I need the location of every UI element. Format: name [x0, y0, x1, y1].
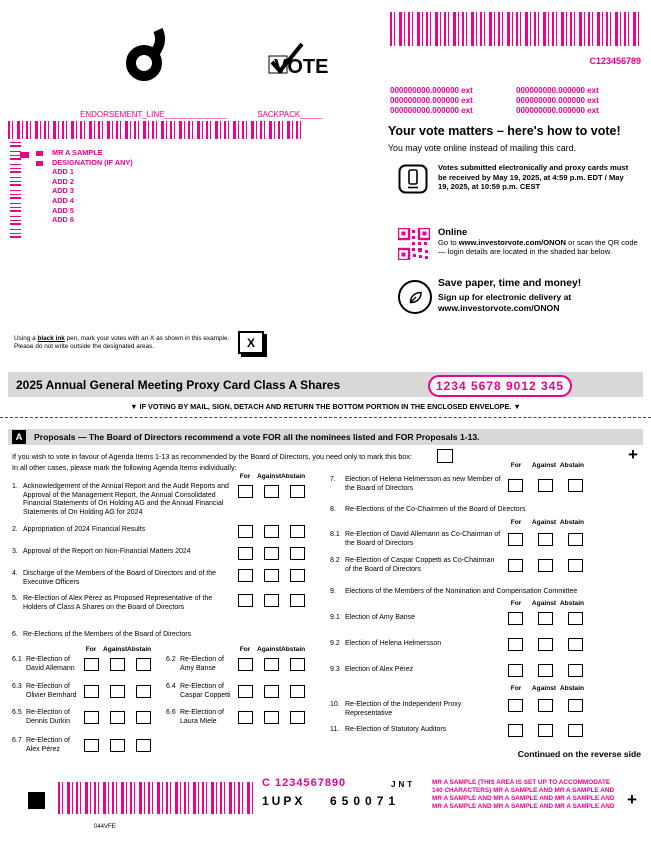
- address-marker: [36, 161, 43, 166]
- checkbox-against[interactable]: [538, 533, 553, 546]
- proposal-text: Re-Elections of the Co-Chairmen of the Board of Directors: [345, 506, 526, 513]
- checkbox-against[interactable]: [538, 724, 553, 737]
- checkbox-against[interactable]: [264, 525, 279, 538]
- proposal-number: 6.1: [12, 656, 22, 663]
- column-headers-sub-right: [233, 646, 305, 653]
- column-header-against: Against: [103, 646, 128, 653]
- column-header-for: For: [510, 519, 522, 526]
- checkbox-against[interactable]: [264, 485, 279, 498]
- proposal-text: Appropriation of 2024 Financial Results: [23, 526, 146, 533]
- vote-logo-text: VOTE: [274, 56, 329, 78]
- sample-name-block: [432, 779, 646, 811]
- vote-matters-subtitle: You may vote online instead of mailing this card.: [388, 143, 576, 153]
- checkbox-abstain[interactable]: [568, 559, 583, 572]
- proposal-text: Re-Election of Caspar Coppetti as Co-Chairman of the Board of Directors: [345, 557, 495, 573]
- address-line: ADD 4: [52, 195, 74, 205]
- save-line2: Sign up for electronic delivery at: [438, 292, 572, 302]
- address-line: ADD 6: [52, 215, 74, 225]
- example-x: X: [246, 335, 255, 350]
- ext-line: 000000000.000000 ext: [390, 86, 473, 95]
- proposal-number: 9.3: [330, 666, 340, 673]
- ext-line: 000000000.000000 ext: [390, 96, 473, 105]
- device-icon: [398, 164, 428, 199]
- column-header-abstain: Abstain: [127, 646, 152, 653]
- online-pre: Go to: [438, 238, 459, 247]
- checkbox-against[interactable]: [264, 685, 279, 698]
- proposal-6-5: [12, 709, 80, 726]
- checkbox-for[interactable]: [238, 711, 253, 724]
- checkbox-abstain[interactable]: [290, 525, 305, 538]
- proposal-number: 7.: [330, 476, 336, 483]
- vote-boxes-9-2: [508, 638, 583, 651]
- registration-plus-bottom: +: [627, 790, 637, 809]
- checkbox-for[interactable]: [238, 685, 253, 698]
- ext-line: 000000000.000000 ext: [516, 106, 599, 115]
- endorsement-line: [80, 110, 322, 119]
- proposal-text: Re-Election of Alex Pérez: [26, 737, 70, 753]
- proposal-number: 6.2: [166, 656, 176, 663]
- column-header-abstain: Abstain: [559, 685, 585, 692]
- on-logo: [124, 26, 172, 89]
- vote-boxes-6-7: [84, 739, 151, 752]
- proposal-text: Approval of the Report on Non-Financial Matters 2024: [23, 548, 191, 555]
- address-line: ADD 3: [52, 186, 74, 196]
- proposal-11: [330, 726, 502, 735]
- checkbox-for[interactable]: [508, 664, 523, 677]
- proposal-8-1: [330, 531, 502, 548]
- left-vertical-barcode: [10, 128, 21, 238]
- column-headers-right-2: [502, 519, 586, 526]
- checkbox-for[interactable]: [238, 594, 253, 607]
- top-right-barcode: [390, 12, 642, 46]
- address-line: ADD 5: [52, 205, 74, 215]
- vote-boxes-11: [508, 724, 583, 737]
- ext-column-2: [516, 86, 599, 116]
- proposal-text: Re-Election of Caspar Coppetti: [180, 683, 231, 699]
- proposal-text: Re-Election of Laura Miele: [180, 709, 224, 725]
- proposal-number: 6.7: [12, 737, 22, 744]
- intro-line-2: In all other cases, please mark the following Agenda Items individually:: [12, 463, 237, 472]
- checkbox-against[interactable]: [264, 658, 279, 671]
- checkbox-abstain[interactable]: [568, 724, 583, 737]
- vote-boxes-9-1: [508, 612, 583, 625]
- intro-line-1: If you wish to vote in favour of Agenda Items 1-13 as recommended by the Board of Directors, you need only to mark this box:: [12, 452, 412, 461]
- checkbox-for[interactable]: [84, 739, 99, 752]
- checkbox-abstain[interactable]: [136, 658, 151, 671]
- checkbox-against[interactable]: [538, 638, 553, 651]
- column-header-abstain: Abstain: [559, 519, 585, 526]
- proposal-text: Re-Election of David Allemann: [26, 656, 75, 672]
- checkbox-against[interactable]: [110, 739, 125, 752]
- vote-boxes-10: [508, 699, 583, 712]
- proposal-2: [12, 526, 230, 535]
- proposal-text: Election of Helena Helmersson: [345, 640, 442, 647]
- address-line: MR A SAMPLE: [52, 148, 103, 157]
- column-header-for: For: [85, 646, 97, 653]
- checkbox-against[interactable]: [110, 685, 125, 698]
- sackpack-label: SACKPACK_____: [257, 110, 323, 119]
- proposal-6-7: [12, 737, 80, 754]
- checkbox-abstain[interactable]: [290, 685, 305, 698]
- vote-boxes-3: [238, 547, 305, 560]
- section-a-bar: [8, 429, 643, 445]
- checkbox-for[interactable]: [508, 479, 523, 492]
- ink-line2: Please do not write outside the designated areas.: [14, 343, 154, 351]
- checkbox-against[interactable]: [110, 711, 125, 724]
- proposal-number: 5.: [12, 595, 18, 602]
- checkbox-abstain[interactable]: [136, 711, 151, 724]
- proposal-6-4: [166, 683, 234, 700]
- checkbox-abstain[interactable]: [290, 658, 305, 671]
- qr-code-icon: [398, 228, 430, 265]
- checkbox-against[interactable]: [110, 658, 125, 671]
- checkbox-against[interactable]: [264, 569, 279, 582]
- proposal-text: Re-Election of the Independent Proxy Representative: [345, 701, 462, 717]
- address-line: ADD 1: [52, 167, 74, 177]
- page-title: 2025 Annual General Meeting Proxy Card Class A Shares: [16, 377, 341, 392]
- proposal-number: 11.: [330, 726, 340, 733]
- vote-boxes-7: [508, 479, 583, 492]
- proposal-text: Re-Election of Dennis Durkin: [26, 709, 70, 725]
- checkbox-abstain[interactable]: [568, 699, 583, 712]
- proposal-6-1: [12, 656, 80, 673]
- title-bar: [8, 372, 643, 397]
- checkbox-abstain[interactable]: [290, 594, 305, 607]
- column-header-abstain: Abstain: [559, 462, 585, 469]
- proposal-number: 1.: [12, 483, 18, 490]
- online-title: Online: [438, 226, 468, 237]
- address-block: [52, 148, 133, 225]
- proposal-number: 6.5: [12, 709, 22, 716]
- sample-name-line: MR A SAMPLE AND MR A SAMPLE AND MR A SAMPLE AND: [432, 802, 615, 810]
- proposal-number: 10.: [330, 701, 340, 708]
- column-header-for: For: [510, 685, 522, 692]
- online-post: or scan the QR code — login details are located in the shaded bar below.: [438, 238, 638, 257]
- bottom-barcode: [58, 782, 256, 814]
- checkbox-against[interactable]: [538, 559, 553, 572]
- checkbox-abstain[interactable]: [290, 569, 305, 582]
- column-header-against: Against: [531, 685, 557, 692]
- vote-boxes-6-1: [84, 658, 151, 671]
- proposal-number: 2.: [12, 526, 18, 533]
- proposal-text: Re-Election of David Allemann as Co-Chairman of the Board of Directors: [345, 531, 501, 547]
- bottom-control-number: C 1234567890: [262, 777, 347, 789]
- example-mark-box: [238, 331, 264, 354]
- registration-plus-top: +: [628, 445, 638, 464]
- vote-boxes-6-3: [84, 685, 151, 698]
- checkbox-against[interactable]: [264, 711, 279, 724]
- sample-name-line: MR A SAMPLE (THIS AREA IS SET UP TO ACCOMMODATE: [432, 779, 611, 786]
- proposal-text: Election of Helena Helmersson as new Member of the Board of Directors: [345, 476, 501, 492]
- sample-name-line: 140 CHARACTERS) MR A SAMPLE AND MR A SAMPLE AND: [432, 786, 615, 794]
- column-header-for: For: [239, 473, 251, 480]
- proposal-number: 4.: [12, 570, 18, 577]
- checkbox-against[interactable]: [264, 547, 279, 560]
- proposal-text: Acknowledgement of the Annual Report and the Audit Reports and Approval of the Management Report, the Annual Consolidated Financial Statements of On Holding AG and the Annual Financial Statements of On Holding AG for 2024: [23, 483, 229, 516]
- column-header-against: Against: [257, 646, 282, 653]
- vote-boxes-4: [238, 569, 305, 582]
- address-barcode: [8, 121, 304, 139]
- column-header-for: For: [510, 462, 522, 469]
- checkbox-for[interactable]: [238, 485, 253, 498]
- ink-pre: Using a: [14, 335, 38, 342]
- checkbox-for[interactable]: [508, 638, 523, 651]
- address-marker: [36, 151, 43, 156]
- proposal-number: 3.: [12, 548, 18, 555]
- proposal-number: 9.1: [330, 614, 340, 621]
- proposal-number: 6.4: [166, 683, 176, 690]
- checkbox-abstain[interactable]: [136, 739, 151, 752]
- sample-name-line: MR A SAMPLE AND MR A SAMPLE AND MR A SAMPLE AND: [432, 794, 615, 802]
- save-title: Save paper, time and money!: [438, 278, 582, 289]
- checkbox-against[interactable]: [538, 479, 553, 492]
- proposal-7: [330, 476, 502, 493]
- column-header-abstain: Abstain: [559, 600, 585, 607]
- proposal-text: Election of Amy Banse: [345, 614, 416, 621]
- proposal-5: [12, 595, 230, 612]
- checkbox-abstain[interactable]: [290, 485, 305, 498]
- proposal-9-2: [330, 640, 502, 649]
- ext-column-1: [390, 86, 473, 116]
- proposal-6-2: [166, 656, 234, 673]
- proposal-number: 6.6: [166, 709, 176, 716]
- vote-all-for-checkbox[interactable]: [437, 449, 453, 463]
- save-url: www.investorvote.com/ONON: [438, 303, 560, 313]
- control-number: C123456789: [589, 56, 641, 66]
- address-marker: [20, 152, 29, 158]
- jnt-code: JNT: [391, 780, 416, 789]
- continued-note: Continued on the reverse side: [517, 749, 641, 759]
- column-header-abstain: Abstain: [281, 646, 306, 653]
- vote-matters-title: Your vote matters – here's how to vote!: [388, 124, 621, 138]
- checkbox-against[interactable]: [538, 699, 553, 712]
- vote-boxes-8-2: [508, 559, 583, 572]
- checkbox-abstain[interactable]: [568, 479, 583, 492]
- checkbox-for[interactable]: [84, 685, 99, 698]
- proposal-number: 6.: [12, 631, 18, 638]
- checkbox-for[interactable]: [508, 699, 523, 712]
- checkbox-for[interactable]: [508, 612, 523, 625]
- checkbox-for[interactable]: [84, 711, 99, 724]
- vote-boxes-8-1: [508, 533, 583, 546]
- proposal-text: Discharge of the Members of the Board of Directors and of the Executive Officers: [23, 570, 216, 586]
- registration-square: [28, 792, 45, 809]
- proposal-number: 6.3: [12, 683, 22, 690]
- proposal-9-1: [330, 614, 502, 623]
- control-number-box: [428, 375, 572, 397]
- ink-post: pen, mark your votes with an X as shown in this example.: [64, 335, 230, 342]
- proposal-number: 9.2: [330, 640, 340, 647]
- checkbox-abstain[interactable]: [290, 711, 305, 724]
- leaf-icon: [398, 280, 432, 314]
- vote-boxes-6-2: [238, 658, 305, 671]
- proposal-6-3: [12, 683, 80, 700]
- checkbox-abstain[interactable]: [136, 685, 151, 698]
- column-header-abstain: Abstain: [281, 473, 306, 480]
- address-line: DESIGNATION (IF ANY): [52, 157, 133, 167]
- proposal-number: 8.1: [330, 531, 340, 538]
- proposal-number: 9.: [330, 588, 336, 595]
- column-headers-right-3: [502, 600, 586, 607]
- endorsement-label: ENDORSEMENT_LINE______________: [80, 110, 227, 119]
- column-header-against: Against: [531, 519, 557, 526]
- ext-line: 000000000.000000 ext: [390, 106, 473, 115]
- proposal-8: [330, 506, 630, 515]
- perforation-line: [0, 417, 651, 418]
- checkbox-for[interactable]: [238, 658, 253, 671]
- proposal-6-6: [166, 709, 234, 726]
- proposal-text: Re-Election of Statutory Auditors: [345, 726, 447, 733]
- address-line: ADD 2: [52, 176, 74, 186]
- column-header-for: For: [510, 600, 522, 607]
- section-a-letter: A: [12, 430, 26, 444]
- checkbox-for[interactable]: [238, 525, 253, 538]
- checkbox-against[interactable]: [264, 594, 279, 607]
- column-headers-right-4: [502, 685, 586, 692]
- online-instructions: [438, 238, 640, 257]
- proposal-3: [12, 548, 230, 557]
- column-headers-left: [233, 473, 305, 480]
- ink-instructions: [14, 335, 240, 352]
- proposal-9: [330, 588, 630, 597]
- proposal-1: [12, 483, 230, 517]
- checkbox-against[interactable]: [538, 612, 553, 625]
- proposal-9-3: [330, 666, 502, 675]
- sequence-number: 650071: [330, 794, 401, 808]
- vote-boxes-6-5: [84, 711, 151, 724]
- online-url: www.investorvote.com/ONON: [458, 238, 567, 247]
- form-code: 044VFE: [94, 824, 116, 830]
- proposal-text: Elections of the Members of the Nomination and Compensation Committee: [345, 588, 578, 595]
- proposal-text: Re-Election of Olivier Bernhard: [26, 683, 77, 699]
- vote-boxes-6-6: [238, 711, 305, 724]
- checkbox-for[interactable]: [238, 569, 253, 582]
- vote-boxes-6-4: [238, 685, 305, 698]
- deadline-text: Votes submitted electronically and proxy cards must be received by May 19, 2025, at 4:59 p.m. EDT / May 19, 2025, at 10:59 p.m. CEST: [438, 163, 629, 192]
- column-headers-right-1: [502, 462, 586, 469]
- ext-line: 000000000.000000 ext: [516, 96, 599, 105]
- ink-emphasis: black ink: [37, 335, 65, 342]
- column-header-against: Against: [531, 462, 557, 469]
- control-number-digits: 1234 5678 9012 345: [435, 379, 565, 393]
- vote-boxes-5: [238, 594, 305, 607]
- checkbox-abstain[interactable]: [568, 664, 583, 677]
- checkbox-abstain[interactable]: [568, 612, 583, 625]
- proposal-10: [330, 701, 502, 718]
- column-header-for: For: [239, 646, 251, 653]
- checkbox-for[interactable]: [238, 547, 253, 560]
- ext-line: 000000000.000000 ext: [516, 86, 599, 95]
- proposal-text: Re-Election of Alex Pérez as Proposed Representative of the Holders of Class A Shares on the Board of Directors: [23, 595, 213, 611]
- checkbox-for[interactable]: [84, 658, 99, 671]
- checkbox-abstain[interactable]: [568, 638, 583, 651]
- proposal-8-2: [330, 557, 502, 574]
- column-header-against: Against: [531, 600, 557, 607]
- form-type-code: 1UPX: [262, 794, 306, 808]
- vote-logo: [266, 40, 346, 91]
- checkbox-against[interactable]: [538, 664, 553, 677]
- section-a-heading: Proposals — The Board of Directors recommend a vote FOR all the nominees listed and FOR Proposals 1-13.: [34, 432, 480, 442]
- proposal-text: Re-Elections of the Members of the Board of Directors: [23, 631, 192, 638]
- proposal-number: 8.2: [330, 557, 340, 564]
- checkbox-abstain[interactable]: [290, 547, 305, 560]
- proposal-number: 8.: [330, 506, 336, 513]
- detach-note: ▼ IF VOTING BY MAIL, SIGN, DETACH AND RETURN THE BOTTOM PORTION IN THE ENCLOSED ENVELOPE. ▼: [130, 402, 521, 411]
- proposal-text: Re-Election of Amy Banse: [180, 656, 224, 672]
- proposal-6: [12, 631, 230, 640]
- checkbox-for[interactable]: [508, 559, 523, 572]
- checkbox-abstain[interactable]: [568, 533, 583, 546]
- vote-boxes-1: [238, 485, 305, 498]
- proposal-text: Election of Alex Pérez: [345, 666, 414, 673]
- vote-boxes-9-3: [508, 664, 583, 677]
- column-header-against: Against: [257, 473, 282, 480]
- checkbox-for[interactable]: [508, 724, 523, 737]
- vote-boxes-2: [238, 525, 305, 538]
- proposal-4: [12, 570, 230, 587]
- column-headers-sub-left: [79, 646, 151, 653]
- checkbox-for[interactable]: [508, 533, 523, 546]
